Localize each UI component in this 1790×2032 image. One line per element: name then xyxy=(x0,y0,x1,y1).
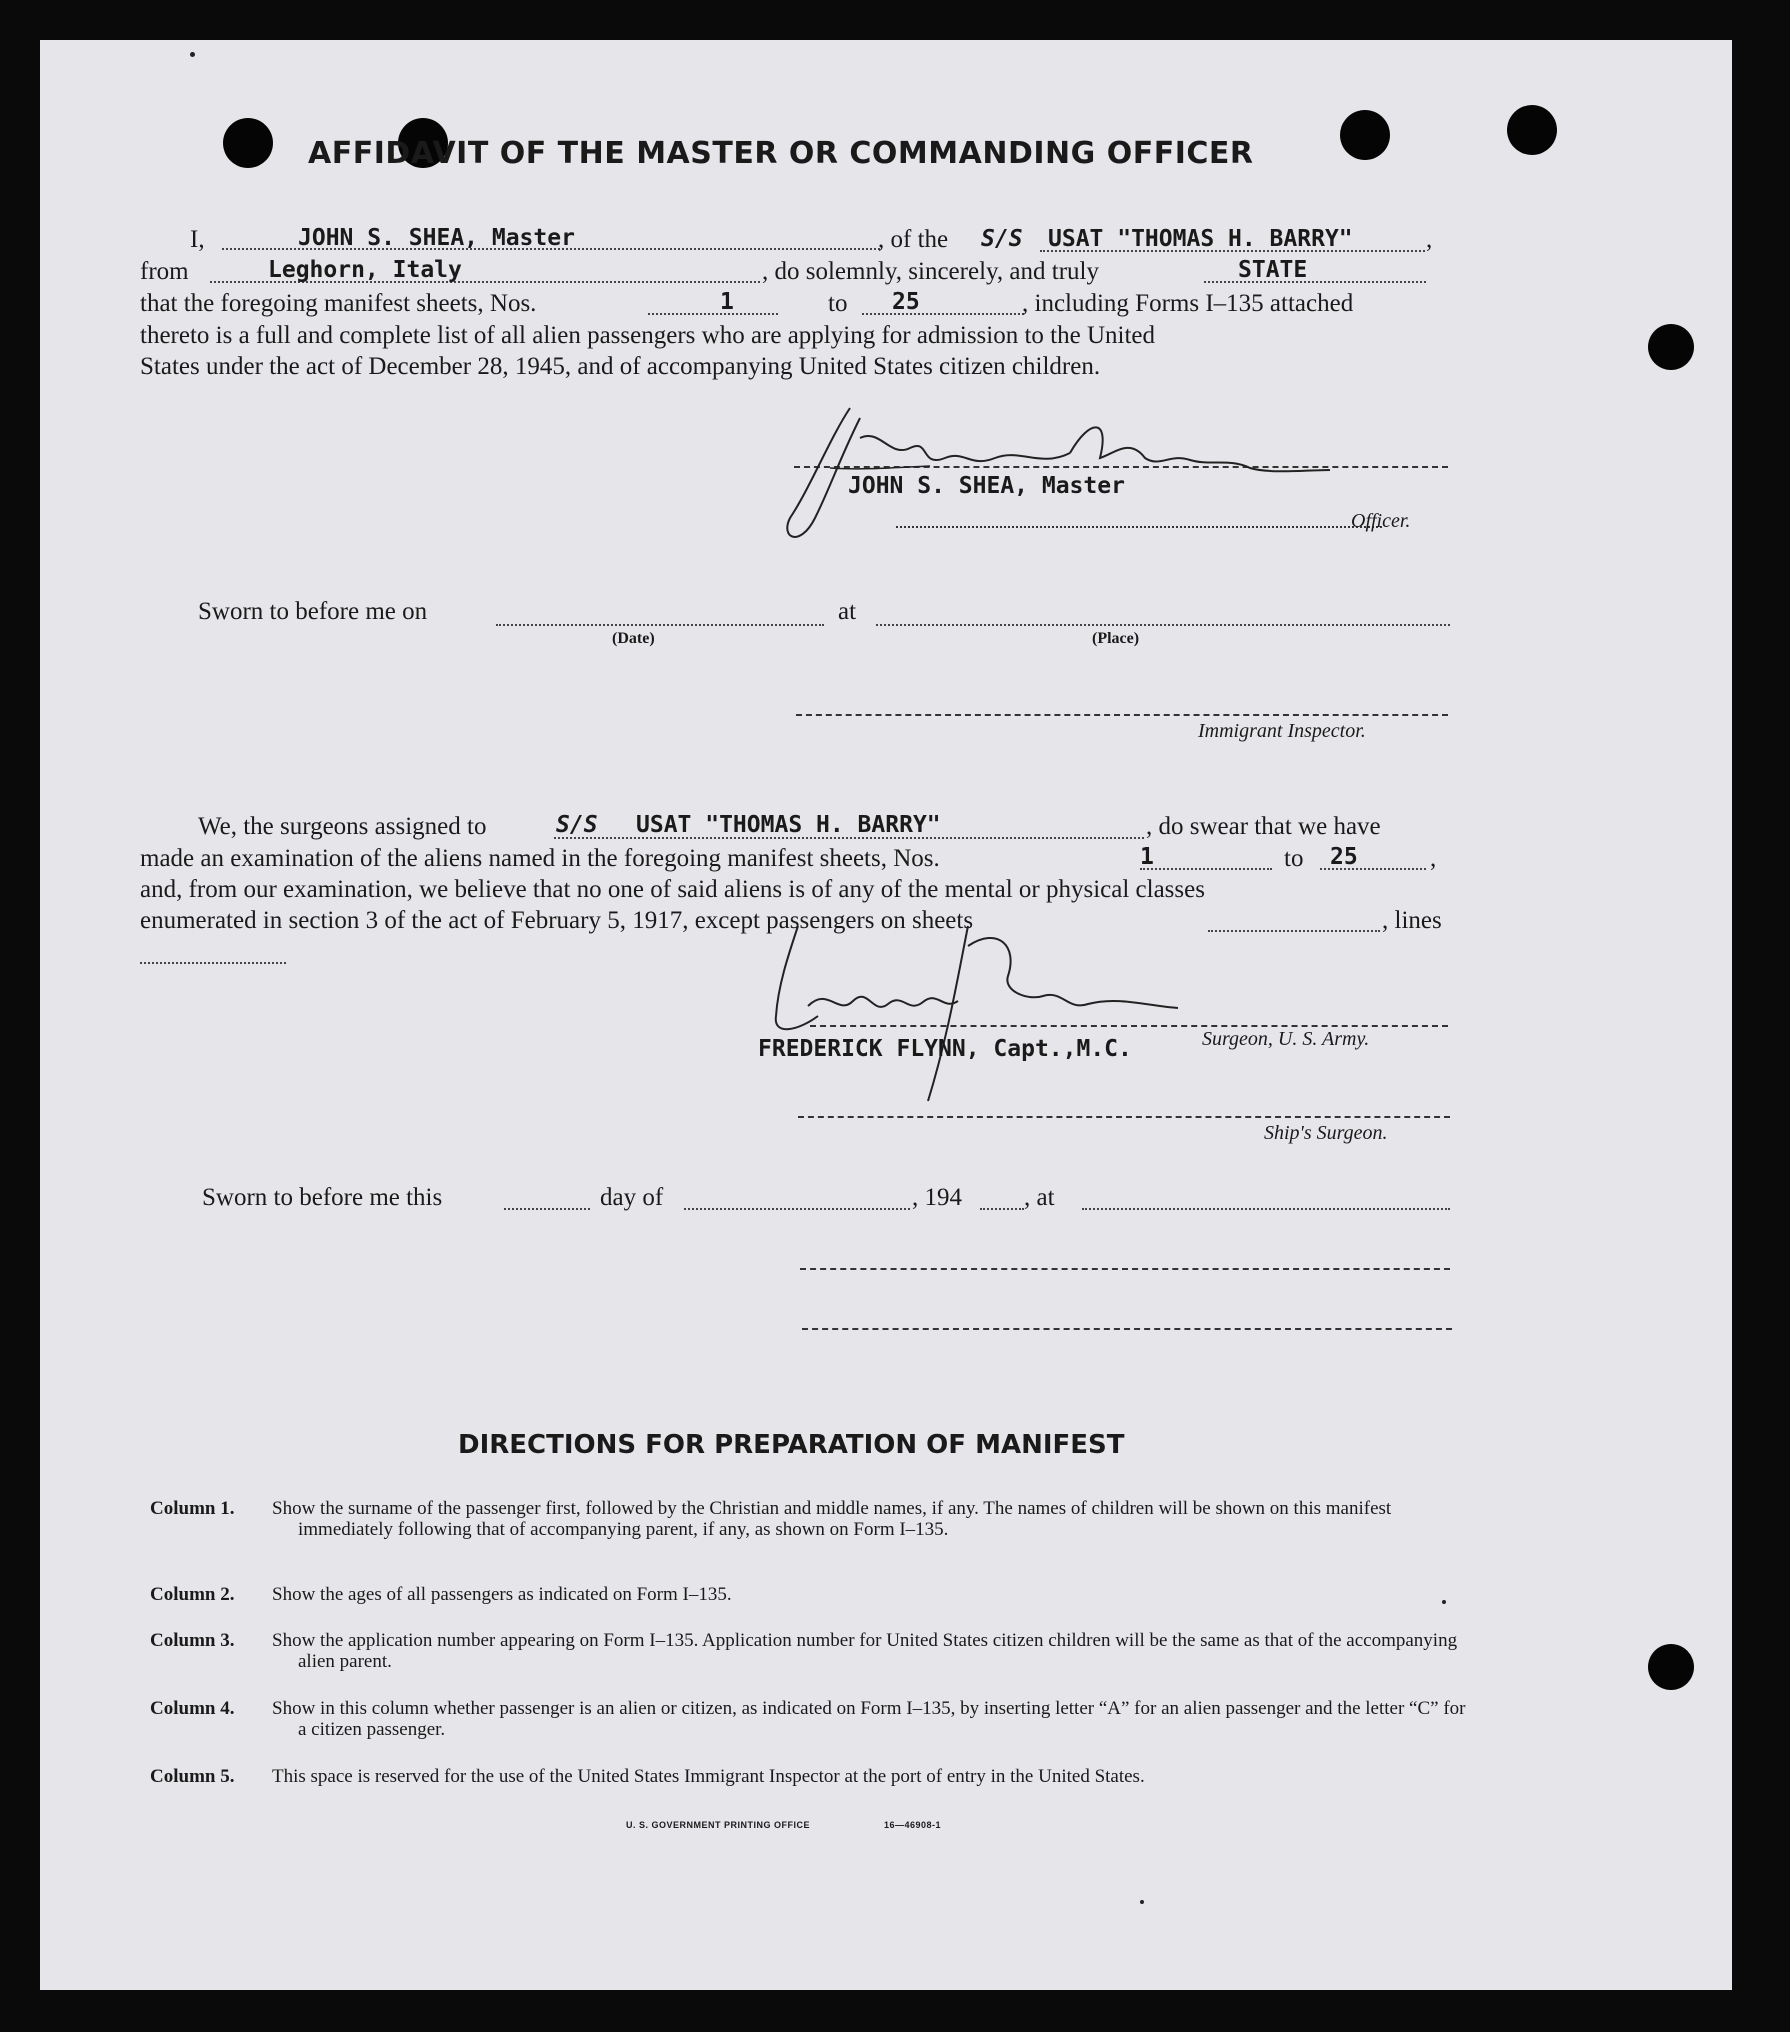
column3-label: Column 3. xyxy=(150,1630,235,1651)
sworn-on-text: Sworn to before me on xyxy=(198,598,428,625)
vessel-name: USAT "THOMAS H. BARRY" xyxy=(1048,226,1353,252)
column5-label: Column 5. xyxy=(150,1766,235,1787)
surgeon-label: Surgeon, U. S. Army. xyxy=(1202,1028,1370,1050)
scan-speck xyxy=(190,52,195,57)
vessel-line xyxy=(1040,250,1425,252)
surgeons-line4: enumerated in section 3 of the act of February 5, 1917, except passengers on sheets xyxy=(140,907,974,934)
from-value: Leghorn, Italy xyxy=(268,257,462,283)
affidavit-line4: thereto is a full and complete list of all alien passengers who are applying for admission to the United xyxy=(140,322,1156,349)
column5-text: This space is reserved for the use of the United States Immigrant Inspector at the port of entry in the United States. xyxy=(272,1766,1145,1787)
master-typed-name: JOHN S. SHEA, Master xyxy=(848,473,1125,499)
from-label: from xyxy=(140,258,189,285)
nos-from-line xyxy=(648,313,778,315)
scan-speck xyxy=(1442,1600,1446,1604)
surgeons-line3: and, from our examination, we believe that no one of said aliens is of any of the mental or physical classes xyxy=(140,876,1205,903)
scan-speck xyxy=(1140,1900,1144,1904)
affidavit-page xyxy=(40,40,1732,1990)
sworn-at-label: at xyxy=(838,598,857,625)
punch-hole xyxy=(1648,324,1694,370)
printer-imprint: U. S. GOVERNMENT PRINTING OFFICE xyxy=(626,1820,811,1830)
surgeon-vessel-prefix: S/S xyxy=(556,812,598,838)
column4-text: Show in this column whether passenger is an alien or citizen, as indicated on Form I–135, by inserting letter “A” for an alien passenger and the letter “C” for a citizen passenger. xyxy=(272,1698,1466,1740)
year-line xyxy=(980,1208,1024,1210)
affidavit-line5: States under the act of December 28, 1945, and of accompanying United States citizen children. xyxy=(140,353,1101,380)
solemnly-text: , do solemnly, sincerely, and truly xyxy=(762,258,1099,285)
column3-text: Show the application number appearing on Form I–135. Application number for United States citizen children will be the same as that of the accompanying alien parent. xyxy=(272,1630,1458,1672)
surgeons-line2: made an examination of the aliens named in the foregoing manifest sheets, Nos. xyxy=(140,845,940,872)
punch-hole xyxy=(1648,1644,1694,1690)
surgeons-line1: We, the surgeons assigned to xyxy=(198,813,487,840)
surgeon-vessel-line xyxy=(554,837,1144,839)
sworn-this-text: Sworn to before me this xyxy=(202,1184,443,1211)
day-of-label: day of xyxy=(600,1184,664,1211)
surgeon-nos-to: 25 xyxy=(1330,844,1358,870)
manifest-sheets-text: that the foregoing manifest sheets, Nos. xyxy=(140,290,537,317)
ships-surgeon-label: Ship's Surgeon. xyxy=(1264,1122,1388,1144)
sworn-date-line xyxy=(496,624,824,626)
affidavit-heading: AFFIDAVIT OF THE MASTER OR COMMANDING OFFICER xyxy=(308,136,1254,171)
ships-surgeon-line xyxy=(798,1116,1450,1118)
inspector-label: Immigrant Inspector. xyxy=(1198,720,1366,742)
surgeon-nos-from-line xyxy=(1140,868,1272,870)
sworn2-signature-line1 xyxy=(800,1268,1450,1270)
form-number: 16—46908-1 xyxy=(884,1820,942,1830)
inspector-line xyxy=(796,714,1448,716)
vessel-prefix: S/S xyxy=(981,226,1023,252)
sworn2-at-label: , at xyxy=(1024,1184,1055,1211)
surgeon-vessel-name: USAT "THOMAS H. BARRY" xyxy=(636,812,941,838)
column1-text: Show the surname of the passenger first, followed by the Christian and middle names, if any. The names of children will be shown on this manifest immediately following that of accompanying parent, if any, as shown on Form I–135. xyxy=(272,1498,1392,1540)
place-caption: (Place) xyxy=(1092,630,1140,647)
sheets-line xyxy=(1208,930,1380,932)
officer-line xyxy=(896,526,1382,528)
of-the-label: , of the xyxy=(878,226,949,253)
officer-label: Officer. xyxy=(1351,510,1411,532)
surgeon-typed-name: FREDERICK FLYNN, Capt.,M.C. xyxy=(758,1036,1132,1062)
sworn2-place-line xyxy=(1082,1208,1450,1210)
punch-hole xyxy=(1340,110,1390,160)
line1-comma: , xyxy=(1426,226,1433,253)
punch-hole xyxy=(223,118,273,168)
date-caption: (Date) xyxy=(612,630,655,647)
surgeons-line1-end: , do swear that we have xyxy=(1146,813,1381,840)
sworn-day-line xyxy=(504,1208,590,1210)
sworn2-signature-line2 xyxy=(802,1328,1452,1330)
column1-label: Column 1. xyxy=(150,1498,235,1519)
surgeon-nos-from: 1 xyxy=(1140,844,1154,870)
surgeons-line2-comma: , xyxy=(1430,845,1437,872)
surgeon-signature xyxy=(768,916,1188,1106)
master-name-value: JOHN S. SHEA, Master xyxy=(298,225,575,251)
nos-to-line xyxy=(862,313,1024,315)
year-label: , 194 xyxy=(912,1184,962,1211)
nos-to-value: 25 xyxy=(892,289,920,315)
nos-from-value: 1 xyxy=(720,289,734,315)
sworn-month-line xyxy=(684,1208,910,1210)
surgeon-to-label: to xyxy=(1284,845,1304,872)
surgeon-signature-line xyxy=(810,1025,1448,1027)
column2-text: Show the ages of all passengers as indicated on Form I–135. xyxy=(272,1584,732,1605)
sworn-place-line xyxy=(876,624,1450,626)
directions-title: DIRECTIONS FOR PREPARATION OF MANIFEST xyxy=(458,1430,1125,1460)
column2-label: Column 2. xyxy=(150,1584,235,1605)
including-forms-text: , including Forms I–135 attached xyxy=(1022,290,1354,317)
punch-hole xyxy=(1507,105,1557,155)
i-label: I, xyxy=(190,226,205,253)
oath-word: STATE xyxy=(1238,257,1308,283)
to-label: to xyxy=(828,290,848,317)
lines-line xyxy=(140,962,286,964)
column4-label: Column 4. xyxy=(150,1698,235,1719)
surgeons-line4-end: , lines xyxy=(1382,907,1442,934)
